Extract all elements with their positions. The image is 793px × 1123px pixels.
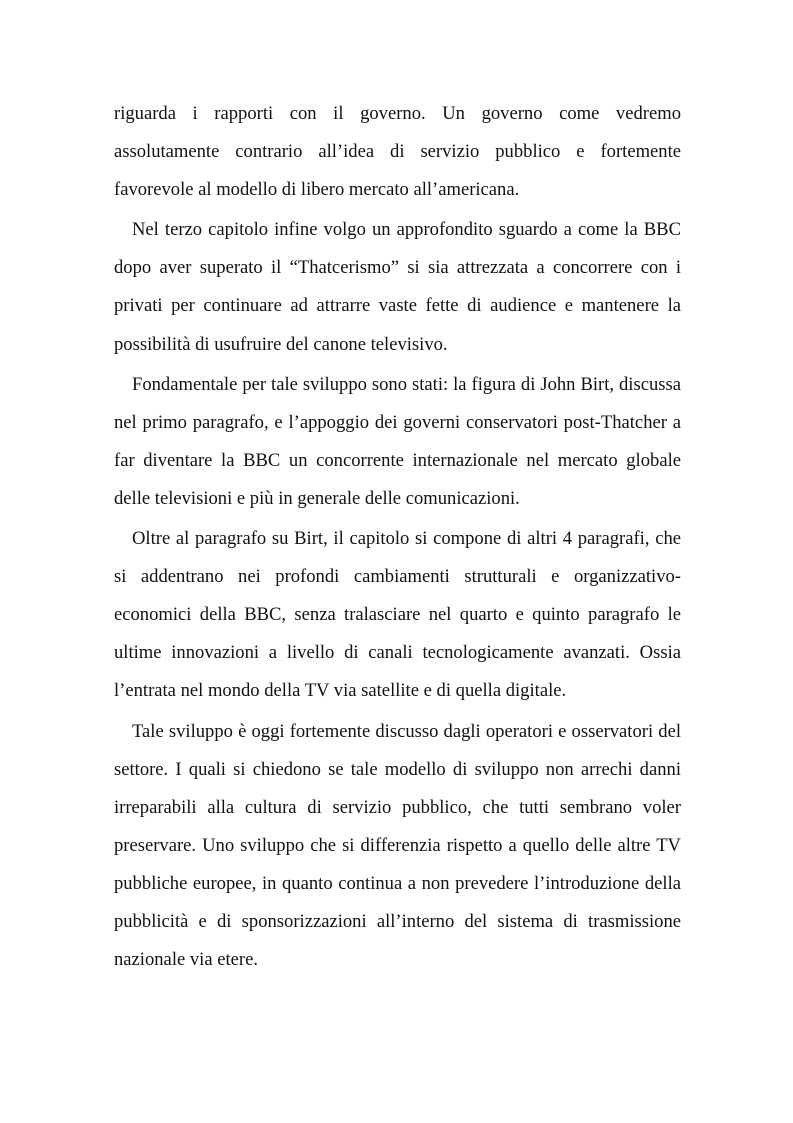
text-line: Nel terzo capitolo infine volgo un approfondito sguardo a come la BBC <box>132 219 681 241</box>
text-line: possibilità di usufruire del canone televisivo. <box>114 333 448 355</box>
text-line: ultime innovazioni a livello di canali tecnologicamente avanzati. Ossia <box>114 642 681 664</box>
text-line: privati per continuare ad attrarre vaste fette di audience e mantenere la <box>114 295 681 317</box>
text-line: delle televisioni e più in generale delle comunicazioni. <box>114 487 520 509</box>
text-line: l’entrata nel mondo della TV via satellite e di quella digitale. <box>114 680 567 702</box>
text-line: nazionale via etere. <box>114 949 259 971</box>
text-line: preservare. Uno sviluppo che si differenzia rispetto a quello delle altre TV <box>114 834 681 856</box>
paragraph-5 <box>114 713 681 980</box>
paragraph-2 <box>114 211 681 363</box>
text-line: riguarda i rapporti con il governo. Un governo come vedremo <box>114 103 681 124</box>
text-line: Fondamentale per tale sviluppo sono stati: la figura di John Birt, discussa <box>132 373 681 395</box>
paragraph-3 <box>114 366 681 518</box>
paragraph-1 <box>114 95 681 209</box>
text-line: Tale sviluppo è oggi fortemente discusso dagli operatori e osservatori del <box>132 720 681 742</box>
text-line: economici della BBC, senza tralasciare nel quarto e quinto paragrafo le <box>114 604 681 626</box>
body-text <box>114 95 681 979</box>
text-line: favorevole al modello di libero mercato all’americana. <box>114 179 520 201</box>
text-line: pubblicità e di sponsorizzazioni all’interno del sistema di trasmissione <box>114 910 681 932</box>
paragraph-4 <box>114 520 681 710</box>
text-line: dopo aver superato il “Thatcerismo” si sia attrezzata a concorrere con i <box>114 257 681 279</box>
text-line: settore. I quali si chiedono se tale modello di sviluppo non arrechi danni <box>114 758 681 780</box>
text-line: assolutamente contrario all’idea di servizio pubblico e fortemente <box>114 141 681 163</box>
text-line: irreparabili alla cultura di servizio pubblico, che tutti sembrano voler <box>114 796 681 818</box>
text-line: Oltre al paragrafo su Birt, il capitolo si compone di altri 4 paragrafi, che <box>132 528 681 550</box>
text-line: nel primo paragrafo, e l’appoggio dei governi conservatori post-Thatcher a <box>114 411 681 433</box>
text-line: far diventare la BBC un concorrente internazionale nel mercato globale <box>114 449 681 471</box>
text-line: pubbliche europee, in quanto continua a non prevedere l’introduzione della <box>114 872 681 894</box>
text-line: si addentrano nei profondi cambiamenti strutturali e organizzativo- <box>114 566 681 588</box>
